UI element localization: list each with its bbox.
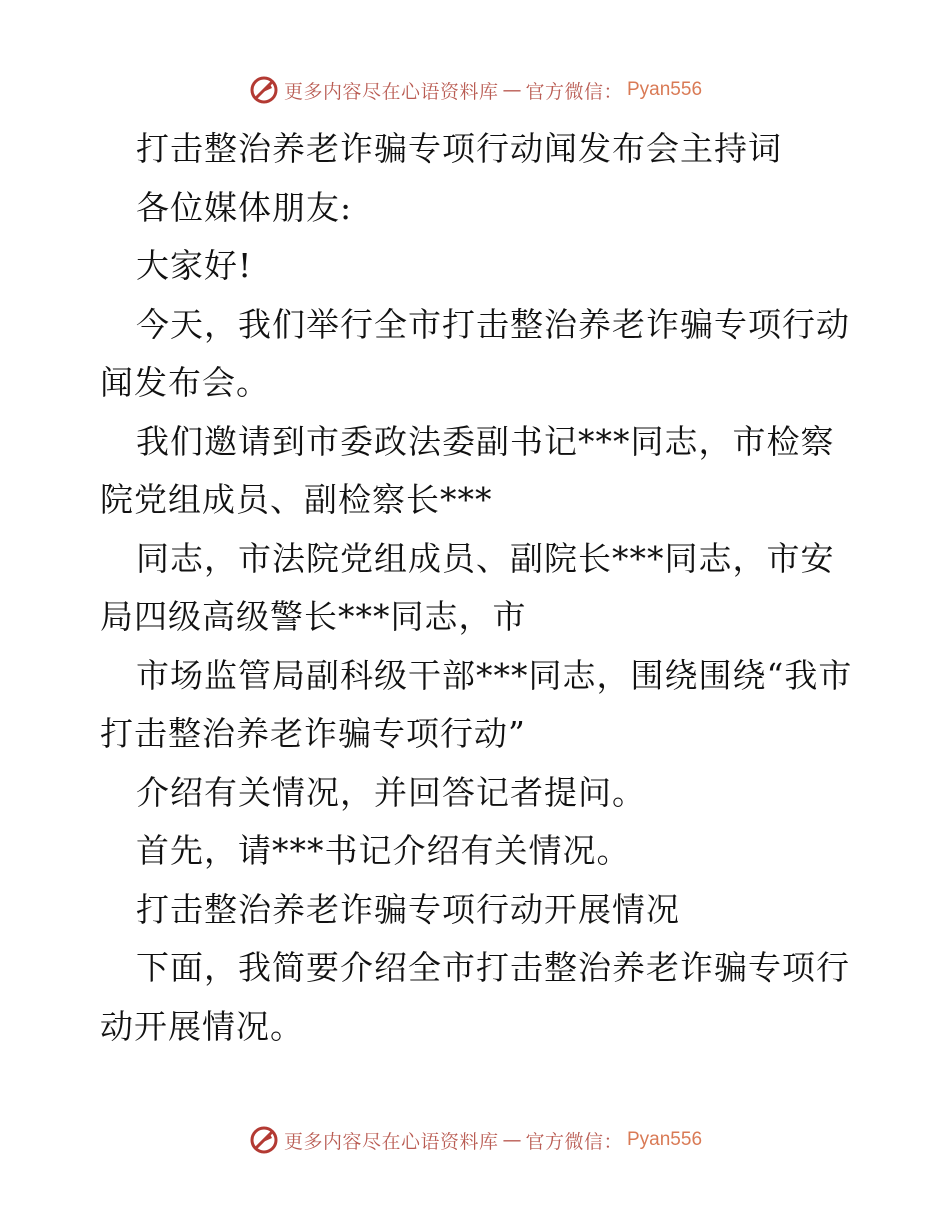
watermark-separator: —: [502, 1129, 522, 1151]
paragraph: 今天，我们举行全市打击整治养老诈骗专项行动闻发布会。: [100, 304, 850, 402]
paragraph: 同志，市法院党组成员、副院长***同志，市安局四级高级警长***同志，市: [100, 538, 835, 636]
quill-logo-icon: [248, 74, 280, 106]
paragraph: 首先，请***书记介绍有关情况。: [136, 831, 631, 870]
watermark-text: 更多内容尽在心语资料库: [283, 80, 499, 103]
watermark-label: 官方微信：: [525, 80, 623, 103]
paragraph: 下面，我简要介绍全市打击整治养老诈骗专项行动开展情况。: [100, 948, 850, 1046]
watermark-header: [0, 70, 950, 110]
watermark-separator: —: [502, 79, 522, 101]
document-title: 打击整治养老诈骗专项行动闻发布会主持词: [136, 129, 782, 168]
watermark-text: 更多内容尽在心语资料库: [283, 1130, 499, 1153]
paragraph: 市场监管局副科级干部***同志，围绕围绕“我市打击整治养老诈骗专项行动”: [100, 655, 853, 753]
section-heading: 打击整治养老诈骗专项行动开展情况: [136, 889, 680, 929]
greeting-salutation: 各位媒体朋友:: [136, 187, 353, 227]
paragraph: 我们邀请到市委政法委副书记***同志，市检察院党组成员、副检察长***: [100, 421, 835, 519]
watermark-footer: [0, 1120, 950, 1160]
quill-logo-icon: [248, 1124, 280, 1156]
document-body: [100, 120, 860, 1056]
watermark-wechat-id: Pyan556: [627, 1129, 703, 1150]
greeting-hello: 大家好!: [136, 246, 253, 285]
watermark-label: 官方微信：: [525, 1130, 623, 1153]
paragraph: 介绍有关情况，并回答记者提问。: [136, 772, 646, 812]
watermark-wechat-id: Pyan556: [627, 79, 703, 100]
